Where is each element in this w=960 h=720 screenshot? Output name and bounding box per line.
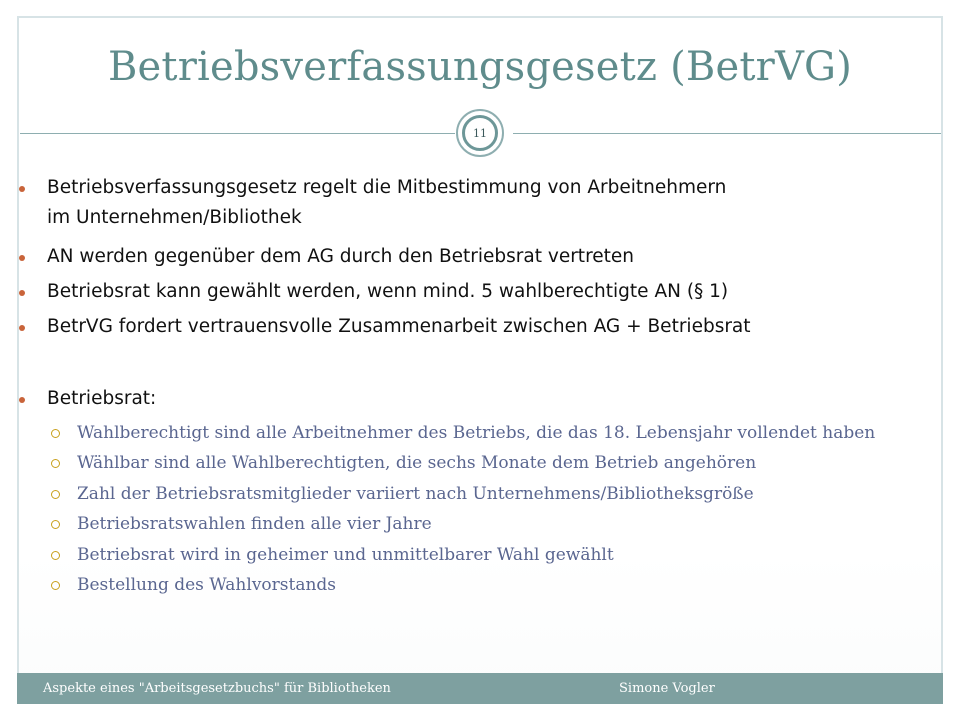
bullet-dot-icon [19, 186, 25, 192]
slide-title: Betriebsverfassungsgesetz (BetrVG) [107, 44, 853, 90]
sub-bullet-item [77, 479, 947, 509]
sub-bullet-text: Wählbar sind alle Wahlberechtigten, die sechs Monate dem Betrieb angehören [77, 453, 757, 473]
section-heading-text: Betriebsrat: [47, 388, 157, 409]
bullet-item [47, 173, 927, 203]
sub-bullet-item [77, 570, 947, 600]
slide-footer [17, 673, 943, 704]
section-heading [47, 384, 927, 414]
bullet-text: AN werden gegenüber dem AG durch den Betriebsrat vertreten [47, 246, 635, 267]
bullet-dot-icon [19, 255, 25, 261]
slide-number: 11 [462, 115, 498, 151]
bullet-text: Betriebsrat kann gewählt werden, wenn mind. 5 wahlberechtigte AN (§ 1) [47, 281, 729, 302]
sub-bullet-item [77, 509, 947, 539]
circle-bullet-icon [51, 551, 60, 560]
bullet-item [47, 312, 927, 342]
bullet-item [47, 277, 927, 307]
circle-bullet-icon [51, 581, 60, 590]
circle-bullet-icon [51, 490, 60, 499]
bullet-dot-icon [19, 290, 25, 296]
circle-bullet-icon [51, 429, 60, 438]
circle-bullet-icon [51, 520, 60, 529]
sub-bullet-text: Bestellung des Wahlvorstands [77, 575, 337, 595]
bullet-dot-icon [19, 397, 25, 403]
bullet-dot-icon [19, 325, 25, 331]
sub-bullet-item [77, 448, 947, 478]
sub-bullet-text: Betriebsrat wird in geheimer und unmittelbarer Wahl gewählt [77, 545, 614, 565]
sub-bullet-item [77, 418, 947, 448]
bullet-text: BetrVG fordert vertrauensvolle Zusammenarbeit zwischen AG + Betriebsrat [47, 316, 751, 337]
sub-bullet-text: Betriebsratswahlen finden alle vier Jahre [77, 514, 432, 534]
sub-bullet-item [77, 540, 947, 570]
bullet-continuation [47, 203, 927, 233]
footer-presentation-title: Aspekte eines "Arbeitsgesetzbuchs" für Bibliotheken [43, 681, 391, 696]
circle-bullet-icon [51, 459, 60, 468]
sub-bullet-text: Wahlberechtigt sind alle Arbeitnehmer des Betriebs, die das 18. Lebensjahr vollendet haben [77, 423, 876, 443]
bullet-text: im Unternehmen/Bibliothek [47, 207, 302, 228]
sub-bullet-text: Zahl der Betriebsratsmitglieder variiert nach Unternehmens/Bibliotheksgröße [77, 484, 754, 504]
bullet-item [47, 242, 927, 272]
footer-author: Simone Vogler [619, 681, 715, 696]
bullet-text: Betriebsverfassungsgesetz regelt die Mitbestimmung von Arbeitnehmern [47, 177, 727, 198]
